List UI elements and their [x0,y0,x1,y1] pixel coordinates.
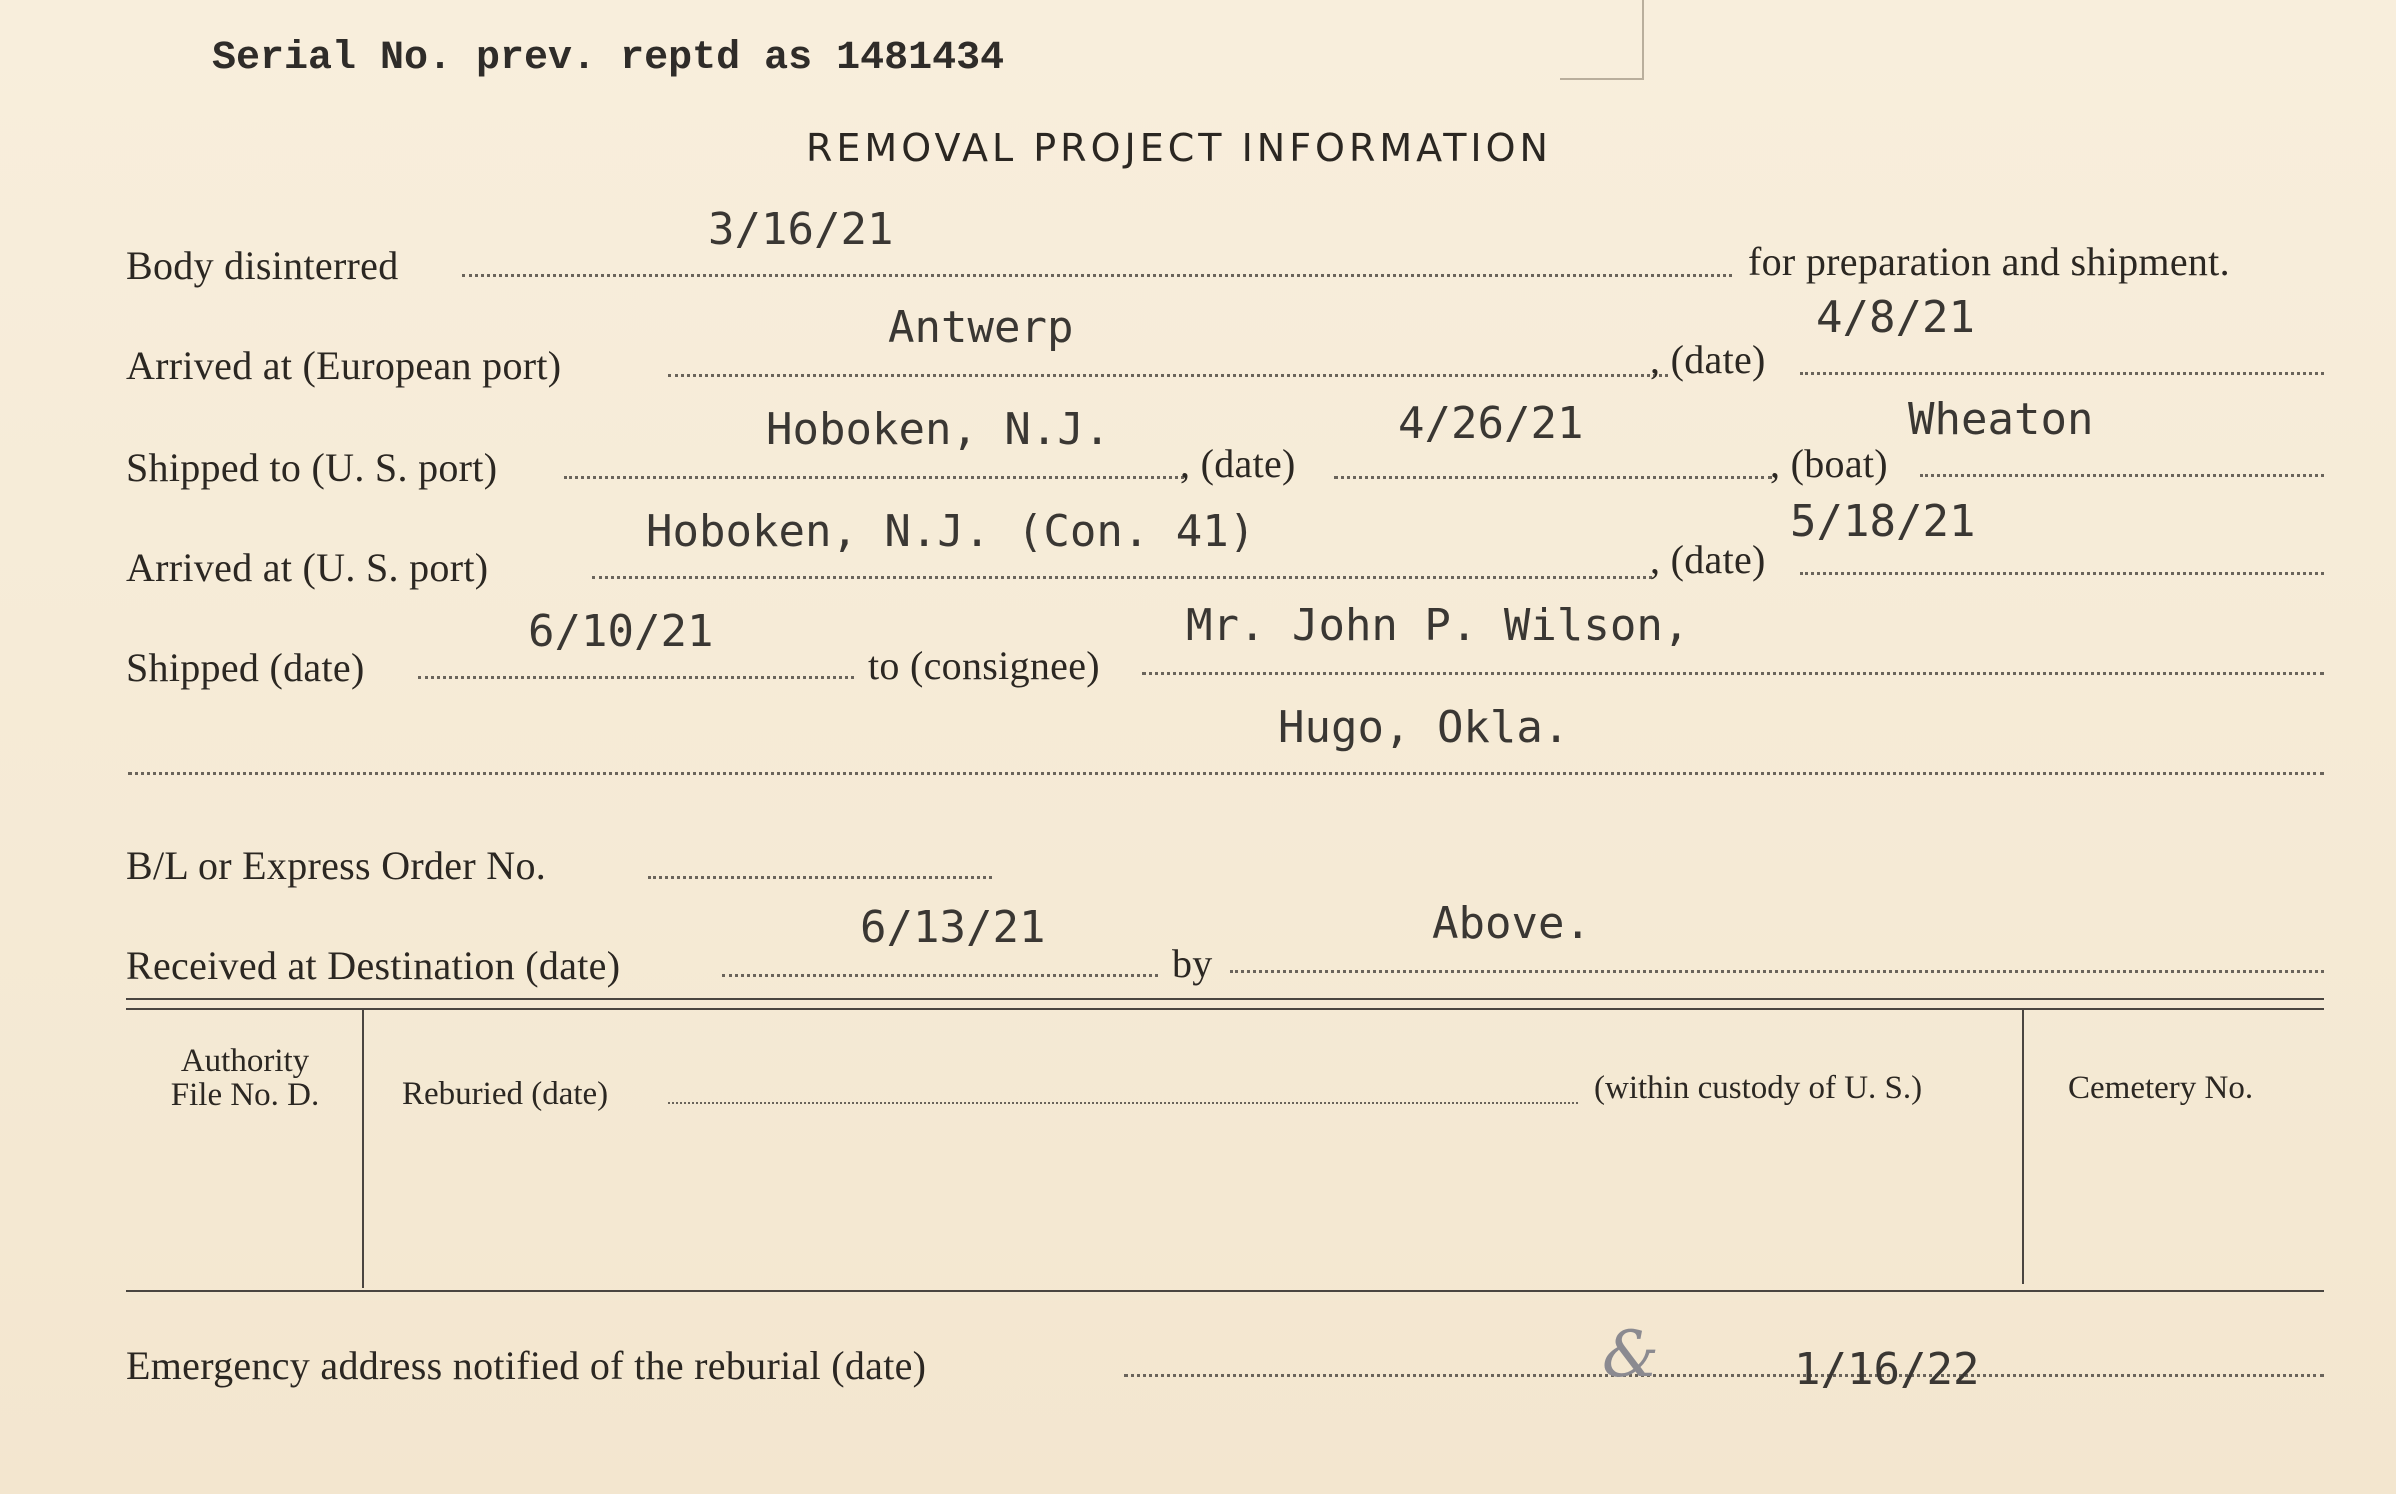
title-word-project: PROJECT [1033,126,1226,170]
shipped-us-date: 4/26/21 [1398,398,1584,449]
reburied-label: Reburied (date) [402,1076,609,1112]
custody-label: (within custody of U. S.) [1594,1070,1923,1106]
box-top-rule-2 [126,1008,2324,1010]
consignee-address-line [128,772,2324,775]
title-word-removal: REMOVAL [806,126,1018,170]
arrived-europe-date-line [1800,372,2324,375]
consignee-dotted-line [1142,672,2324,675]
emergency-dotted-line [1124,1374,2324,1377]
arrived-us-dotted-line [592,576,1652,579]
arrived-us-date-label: , (date) [1650,537,1766,582]
received-date: 6/13/21 [860,902,1046,953]
disinterred-dotted-line [462,274,1732,277]
serial-note: Serial No. prev. reptd as 1481434 [212,36,1005,81]
disinterred-value: 3/16/21 [708,204,894,255]
arrived-europe-label: Arrived at (European port) [126,343,562,388]
shipped-us-dotted-line [564,476,1184,479]
emergency-label: Emergency address notified of the reburial (date) [126,1343,927,1388]
shipped-date: 6/10/21 [528,606,714,657]
shipped-dotted-line [418,676,854,679]
arrived-us-label: Arrived at (U. S. port) [126,545,489,590]
box-divider-right [2022,1010,2024,1284]
received-label: Received at Destination (date) [126,943,621,988]
received-by: Above. [1432,898,1591,949]
shipped-us-date-label: , (date) [1180,441,1296,486]
card-tab-edge [1642,0,1644,80]
shipped-us-label: Shipped to (U. S. port) [126,445,498,490]
authority-line-1: Authority [180,1043,310,1079]
arrived-europe-port: Antwerp [888,302,1074,353]
consignee-address: Hugo, Okla. [1278,702,1570,753]
arrived-us-port: Hoboken, N.J. (Con. 41) [646,506,1256,557]
title-word-information: INFORMATION [1241,126,1552,170]
arrived-us-date-line [1800,572,2324,575]
box-divider-left [362,1010,364,1288]
card-tab-edge-bottom [1560,78,1644,80]
received-by-label: by [1172,941,1213,986]
shipped-us-boat: Wheaton [1908,394,2094,445]
bl-order-dotted-line [648,876,992,879]
shipped-us-port: Hoboken, N.J. [766,404,1111,455]
shipped-us-boat-label: , (boat) [1770,441,1888,486]
emergency-date: 1/16/22 [1794,1344,1980,1395]
box-bottom-rule [126,1290,2324,1292]
arrived-us-date: 5/18/21 [1790,496,1976,547]
received-dotted-line [722,974,1158,977]
form-title [806,126,1552,170]
consignee-label: to (consignee) [868,643,1100,688]
arrived-europe-dotted-line [668,374,1668,377]
arrived-europe-date: 4/8/21 [1816,292,1975,343]
shipped-us-boat-line [1920,474,2324,477]
disinterred-label: Body disinterred [126,243,399,288]
box-top-rule-1 [126,998,2324,1000]
shipped-label: Shipped (date) [126,645,365,690]
cemetery-label: Cemetery No. [2068,1070,2254,1106]
reburied-dotted-line [668,1102,1578,1104]
bl-order-label: B/L or Express Order No. [126,843,547,888]
arrived-europe-date-label: , (date) [1650,337,1766,382]
pencil-mark: & [1602,1318,1659,1392]
authority-file-label [130,1044,360,1112]
shipped-us-date-line [1334,476,1772,479]
authority-line-2: File No. D. [170,1077,320,1113]
received-by-line [1230,970,2324,973]
disinterred-suffix: for preparation and shipment. [1748,239,2230,284]
consignee-name: Mr. John P. Wilson, [1186,600,1690,651]
